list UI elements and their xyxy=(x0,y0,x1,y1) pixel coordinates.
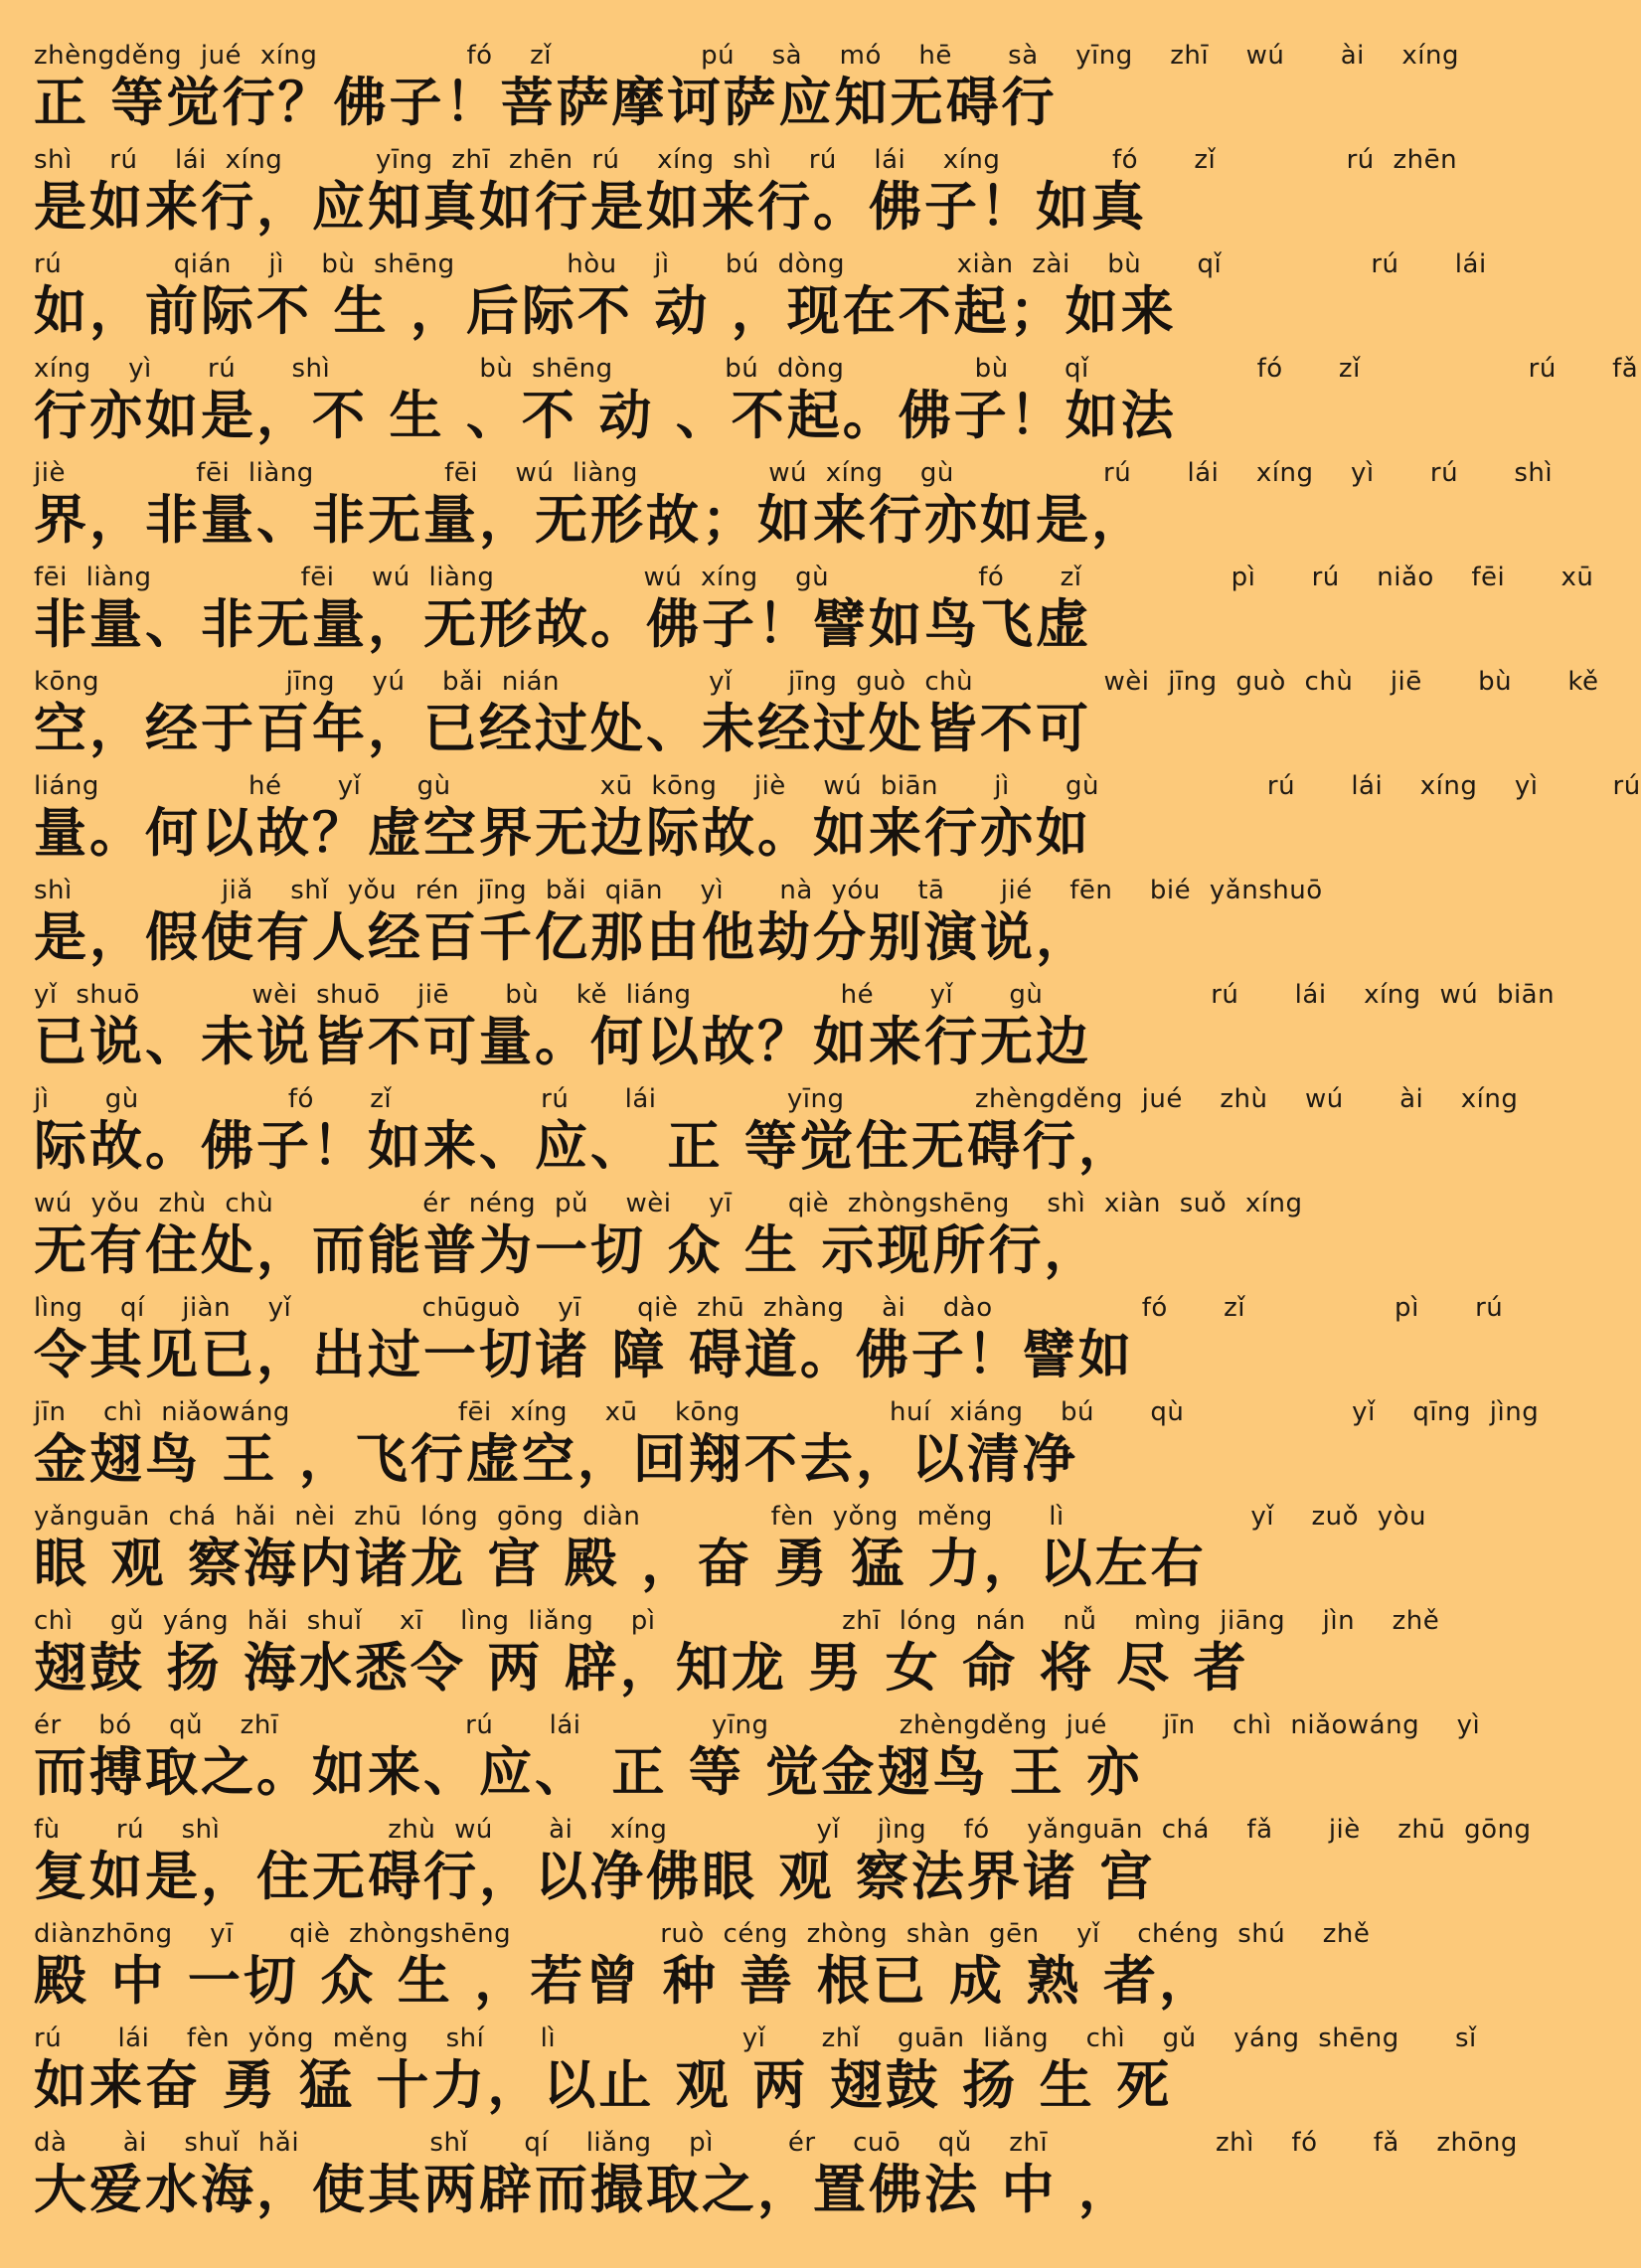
chinese-text: 复如是，住无碍行，以净佛眼 观 察法界诸 宫 xyxy=(34,1847,1156,1907)
chinese-text: 际故。佛子！如来、应、 正 等觉住无碍行， xyxy=(34,1116,1134,1177)
pinyin-annotation: jì gù fó zǐ rú lái yīng zhèngděng jué zhù wú ài xíng xyxy=(34,1084,1519,1114)
chinese-text: 空，经于百年，已经过处、未经过处皆不可 xyxy=(34,699,1091,759)
text-line xyxy=(34,560,1594,664)
chinese-text: 殿 中 一切 众 生 ，若曾 种 善 根已 成 熟 者， xyxy=(34,1951,1215,2012)
text-line xyxy=(34,142,1458,246)
pinyin-annotation: lìng qí jiàn yǐ chūguò yī qiè zhū zhàng ài dào fó zǐ pì rú xyxy=(34,1293,1504,1323)
pinyin-annotation: fù rú shì zhù wú ài xíng yǐ jìng fó yǎnguān chá fǎ jiè zhū gōng xyxy=(34,1815,1532,1845)
pinyin-annotation: zhèngděng jué xíng fó zǐ pú sà mó hē sà yīng zhī wú ài xíng xyxy=(34,41,1459,71)
text-line xyxy=(34,664,1599,768)
chinese-text: 而搏取之。如来、应、 正 等 觉金翅鸟 王 亦 xyxy=(34,1742,1143,1803)
chinese-text: 如，前际不 生 ，后际不 动 ，现在不起；如来 xyxy=(34,281,1177,342)
chinese-text: 眼 观 察海内诸龙 宫 殿 ，奋 勇 猛 力，以左右 xyxy=(34,1534,1207,1594)
text-line xyxy=(34,1916,1371,2021)
pinyin-annotation: liáng hé yǐ gù xū kōng jiè wú biān jì gù rú lái xíng yì rú xyxy=(34,771,1641,801)
pinyin-annotation: fēi liàng fēi wú liàng wú xíng gù fó zǐ pì rú niǎo fēi xū xyxy=(34,563,1594,592)
text-line xyxy=(34,455,1554,560)
chinese-text: 非量、非无量，无形故。佛子！譬如鸟飞虚 xyxy=(34,594,1091,655)
text-line xyxy=(34,2125,1518,2229)
text-line xyxy=(34,977,1556,1081)
text-line xyxy=(34,1186,1303,1290)
text-line xyxy=(34,1812,1532,1916)
chinese-text: 大爱水海，使其两辟而撮取之，置佛法 中 ， xyxy=(34,2160,1134,2220)
chinese-text: 量。何以故？虚空界无边际故。如来行亦如 xyxy=(34,803,1091,864)
pinyin-annotation: shì jiǎ shǐ yǒu rén jīng bǎi qiān yì nà yóu tā jié fēn bié yǎnshuō xyxy=(34,876,1323,905)
chinese-text: 是如来行，应知真如行是如来行。佛子！如真 xyxy=(34,177,1147,238)
chinese-text: 行亦如是，不 生 、不 动 、不起。佛子！如法 xyxy=(34,386,1177,446)
text-line xyxy=(34,38,1459,142)
chinese-text: 是，假使有人经百千亿那由他劫分别演说， xyxy=(34,907,1091,968)
pinyin-annotation: rú qián jì bù shēng hòu jì bú dòng xiàn zài bù qǐ rú lái xyxy=(34,249,1487,279)
text-line xyxy=(34,351,1639,455)
pinyin-annotation: jiè fēi liàng fēi wú liàng wú xíng gù rú lái xíng yì rú shì xyxy=(34,458,1554,488)
pinyin-annotation: dà ài shuǐ hǎi shǐ qí liǎng pì ér cuō qǔ zhī zhì fó fǎ zhōng xyxy=(34,2128,1518,2158)
pinyin-annotation: jīn chì niǎowáng fēi xíng xū kōng huí xiáng bú qù yǐ qīng jìng xyxy=(34,1397,1540,1427)
text-line xyxy=(34,1394,1540,1499)
chinese-text: 令其见已，出过一切诸 障 碍道。佛子！譬如 xyxy=(34,1325,1134,1385)
text-line xyxy=(34,1603,1440,1707)
text-line xyxy=(34,2021,1477,2125)
text-line xyxy=(34,1707,1481,1812)
text-line xyxy=(34,768,1641,873)
pinyin-annotation: xíng yì rú shì bù shēng bú dòng bù qǐ fó zǐ rú fǎ xyxy=(34,354,1639,384)
text-line xyxy=(34,873,1323,977)
pinyin-annotation: shì rú lái xíng yīng zhī zhēn rú xíng shì rú lái xíng fó zǐ rú zhēn xyxy=(34,145,1458,175)
chinese-text: 金翅鸟 王 ，飞行虚空，回翔不去，以清净 xyxy=(34,1429,1078,1490)
pinyin-annotation: chì gǔ yáng hǎi shuǐ xī lìng liǎng pì zhī lóng nán nǚ mìng jiāng jìn zhě xyxy=(34,1606,1440,1636)
pinyin-annotation: yǐ shuō wèi shuō jiē bù kě liáng hé yǐ gù rú lái xíng wú biān xyxy=(34,980,1556,1010)
text-line xyxy=(34,1499,1427,1603)
chinese-text: 正 等觉行？佛子！菩萨摩诃萨应知无碍行 xyxy=(34,73,1058,133)
pinyin-annotation: diànzhōng yī qiè zhòngshēng ruò céng zhòng shàn gēn yǐ chéng shú zhě xyxy=(34,1919,1371,1949)
chinese-text: 无有住处，而能普为一切 众 生 示现所行， xyxy=(34,1220,1100,1281)
pinyin-annotation: yǎnguān chá hǎi nèi zhū lóng gōng diàn fèn yǒng měng lì yǐ zuǒ yòu xyxy=(34,1502,1427,1532)
text-line xyxy=(34,246,1487,351)
pinyin-annotation: rú lái fèn yǒng měng shí lì yǐ zhǐ guān liǎng chì gǔ yáng shēng sǐ xyxy=(34,2024,1477,2053)
chinese-text: 已说、未说皆不可量。何以故？如来行无边 xyxy=(34,1012,1091,1072)
chinese-text: 界，非量、非无量，无形故；如来行亦如是， xyxy=(34,490,1147,551)
chinese-text: 翅鼓 扬 海水悉令 两 辟，知龙 男 女 命 将 尽 者 xyxy=(34,1638,1249,1699)
text-line xyxy=(34,1290,1504,1394)
pinyin-annotation: wú yǒu zhù chù ér néng pǔ wèi yī qiè zhòngshēng shì xiàn suǒ xíng xyxy=(34,1189,1303,1218)
pinyin-annotation: kōng jīng yú bǎi nián yǐ jīng guò chù wèi jīng guò chù jiē bù kě xyxy=(34,667,1599,697)
pinyin-annotation: ér bó qǔ zhī rú lái yīng zhèngděng jué jīn chì niǎowáng yì xyxy=(34,1710,1481,1740)
text-line xyxy=(34,1081,1519,1186)
chinese-text: 如来奋 勇 猛 十力，以止 观 两 翅鼓 扬 生 死 xyxy=(34,2055,1173,2116)
